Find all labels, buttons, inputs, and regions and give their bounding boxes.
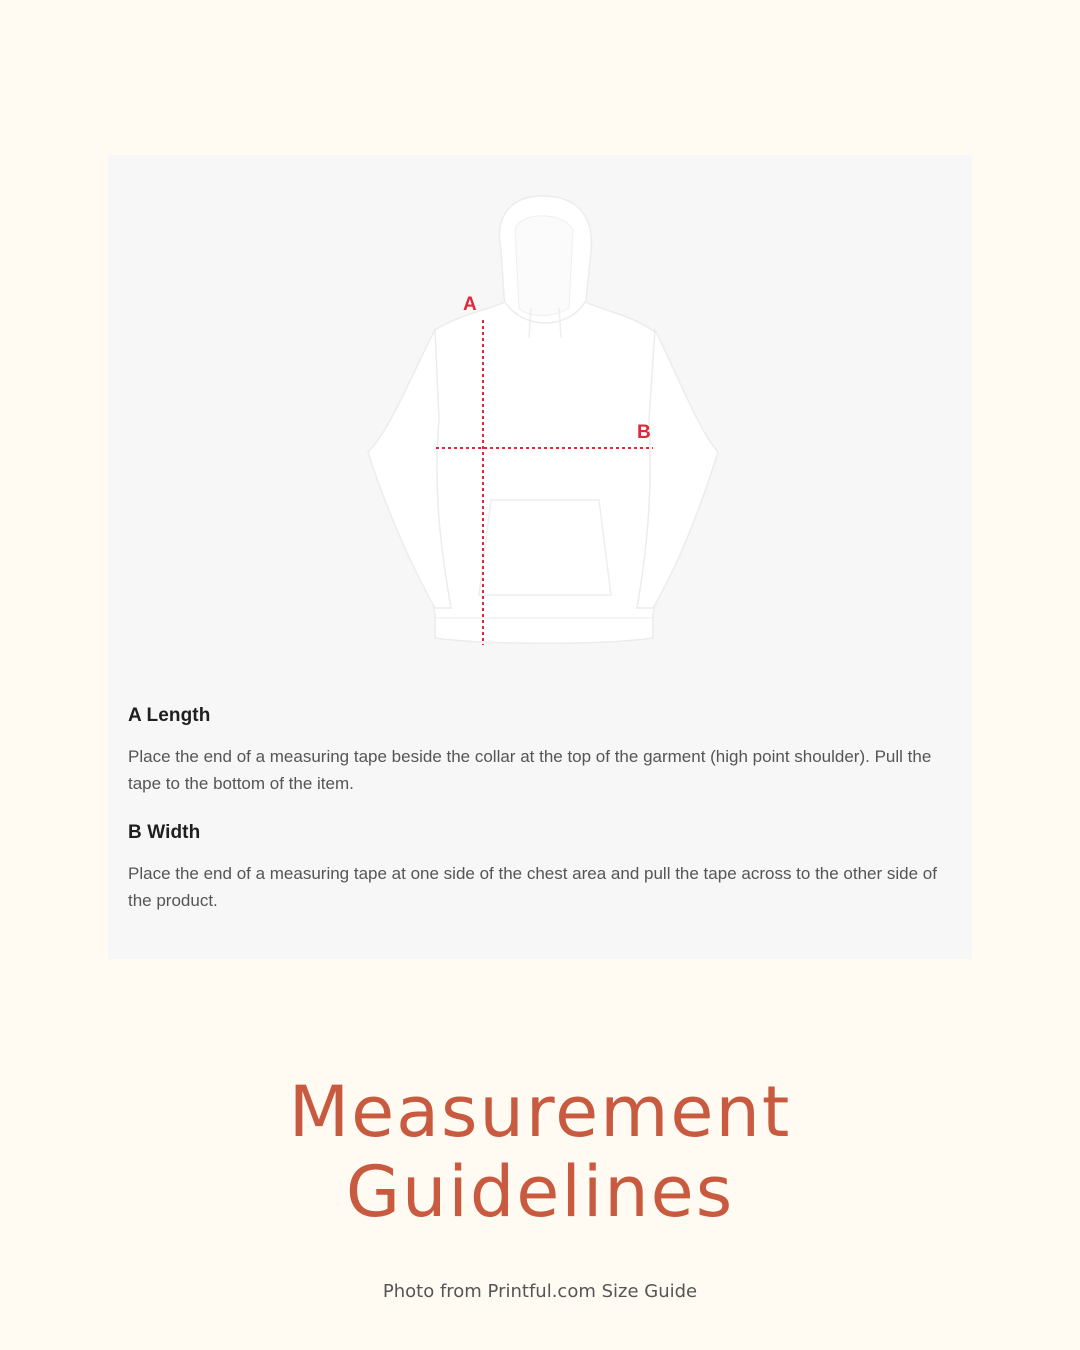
page-title	[0, 1072, 1080, 1232]
hoodie-shape	[368, 196, 718, 643]
hoodie-svg	[363, 190, 723, 650]
width-heading: B Width	[128, 822, 201, 843]
title-line-1: Measurement	[288, 1070, 792, 1153]
marker-a: A	[463, 294, 477, 315]
hoodie-illustration	[363, 190, 723, 650]
marker-b: B	[637, 422, 651, 443]
length-heading: A Length	[128, 705, 211, 726]
size-guide-card	[108, 155, 972, 959]
width-section	[128, 822, 958, 914]
title-line-2: Guidelines	[345, 1150, 735, 1233]
photo-credit: Photo from Printful.com Size Guide	[382, 1281, 698, 1302]
width-description: Place the end of a measuring tape at one side of the chest area and pull the tape across to the other side of the product.	[128, 864, 937, 910]
length-description: Place the end of a measuring tape beside the collar at the top of the garment (high point shoulder). Pull the tape to the bottom of the item.	[128, 747, 932, 793]
length-section	[128, 705, 958, 797]
